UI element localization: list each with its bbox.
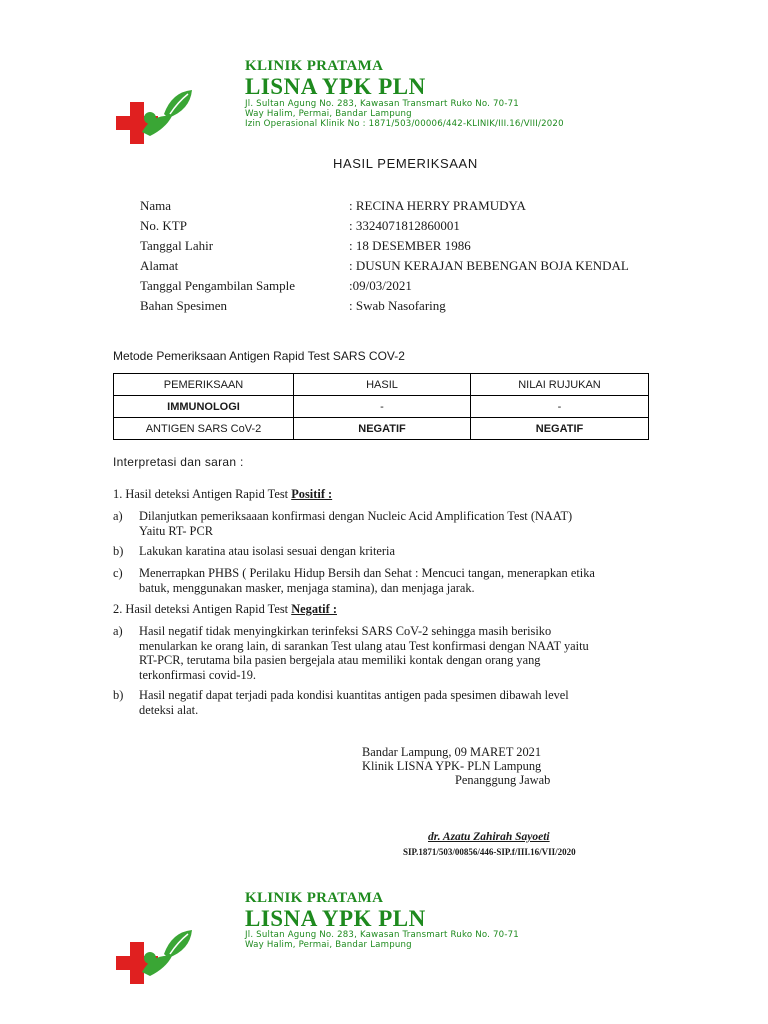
signature-place-date: Bandar Lampung, 09 MARET 2021 [362, 745, 542, 759]
signature-clinic: Klinik LISNA YPK- PLN Lampung [362, 759, 542, 773]
table-row [114, 396, 649, 418]
method-heading: Metode Pemeriksaan Antigen Rapid Test SARS COV-2 [113, 349, 405, 363]
footer-address-line-2: Way Halim, Permai, Bandar Lampung [245, 940, 412, 950]
results-table [113, 373, 649, 440]
list-item-line: Hasil negatif tidak menyingkirkan terinfeksi SARS CoV-2 sehingga masih berisiko [139, 624, 552, 638]
field-value-tanggal-sample: :09/03/2021 [349, 278, 412, 293]
signature-role: Penanggung Jawab [455, 773, 551, 787]
clinic-name: LISNA YPK PLN [245, 74, 426, 99]
field-value-bahan-spesimen: : Swab Nasofaring [349, 298, 446, 313]
table-header-row [114, 374, 649, 396]
table-row [114, 418, 649, 440]
list-item [139, 688, 569, 717]
clinic-logo-icon [112, 88, 194, 152]
field-value-tanggal-lahir: : 18 DESEMBER 1986 [349, 238, 471, 253]
field-label-nama: Nama [140, 198, 172, 213]
positive-keyword: Positif : [291, 487, 333, 501]
interpretation-heading: Interpretasi dan saran : [113, 455, 244, 469]
field-value-ktp: : 3324071812860001 [349, 218, 460, 233]
field-label-tanggal-lahir: Tanggal Lahir [140, 238, 214, 253]
list-item-line: deteksi alat. [139, 702, 199, 717]
list-marker: c) [113, 566, 123, 580]
list-marker: b) [113, 544, 124, 558]
list-item [139, 509, 572, 538]
list-item-line: menularkan ke orang lain, di sarankan Test ulang atau Test konfirmasi dengan NAAT yaitu [139, 638, 589, 653]
field-label-bahan-spesimen: Bahan Spesimen [140, 298, 228, 313]
negative-keyword: Negatif : [291, 602, 337, 616]
positive-intro-text: 1. Hasil deteksi Antigen Rapid Test [113, 487, 292, 501]
list-item-line: Dilanjutkan pemeriksaaan konfirmasi dengan Nucleic Acid Amplification Test (NAAT) [139, 509, 573, 523]
list-marker: a) [113, 509, 123, 523]
footer-clinic-subtitle: KLINIK PRATAMA [245, 890, 384, 906]
clinic-address-line-2: Way Halim, Permai, Bandar Lampung [245, 109, 412, 119]
footer-clinic-logo-icon [112, 928, 194, 992]
table-header-hasil: HASIL [294, 374, 471, 396]
footer-clinic-name: LISNA YPK PLN [245, 906, 426, 931]
list-item-line: Menerrapkan PHBS ( Perilaku Hidup Bersih dan Sehat : Mencuci tangan, menerapkan etika [139, 566, 595, 580]
table-cell-rujukan: NEGATIF [471, 418, 649, 440]
document-title: HASIL PEMERIKSAAN [333, 156, 478, 171]
clinic-license: Izin Operasional Klinik No : 1871/503/00006/442-KLINIK/III.16/VIII/2020 [245, 119, 564, 129]
table-header-pemeriksaan: PEMERIKSAAN [114, 374, 294, 396]
doctor-name: dr. Azatu Zahirah Sayoeti [428, 831, 550, 843]
table-cell-pemeriksaan: IMMUNOLOGI [114, 396, 294, 418]
table-cell-pemeriksaan: ANTIGEN SARS CoV-2 [114, 418, 294, 440]
list-item [139, 624, 589, 682]
list-marker: a) [113, 624, 123, 638]
field-value-nama: : RECINA HERRY PRAMUDYA [349, 198, 526, 213]
positive-intro [113, 487, 332, 502]
clinic-address-line-1: Jl. Sultan Agung No. 283, Kawasan Transmart Ruko No. 70-71 [245, 99, 519, 109]
list-item-line: batuk, menggunakan masker, menjaga stamina), dan menjaga jarak. [139, 580, 475, 595]
negative-intro-text: 2. Hasil deteksi Antigen Rapid Test [113, 602, 292, 616]
doctor-sip: SIP.1871/503/00856/446-SIP.f/III.16/VII/2020 [403, 847, 576, 857]
list-item-line: Lakukan karatina atau isolasi sesuai dengan kriteria [139, 544, 395, 558]
field-label-alamat: Alamat [140, 258, 179, 273]
list-item-line: RT-PCR, terutama bila pasien bergejala atau memiliki kontak dengan orang yang [139, 653, 541, 667]
table-cell-hasil: NEGATIF [294, 418, 471, 440]
list-item [139, 566, 595, 595]
list-item-line: Hasil negatif dapat terjadi pada kondisi kuantitas antigen pada spesimen dibawah level [139, 688, 569, 702]
field-label-tanggal-sample: Tanggal Pengambilan Sample [140, 278, 296, 293]
table-cell-rujukan: - [471, 396, 649, 418]
field-label-ktp: No. KTP [140, 218, 187, 233]
list-item [139, 544, 395, 559]
table-header-rujukan: NILAI RUJUKAN [471, 374, 649, 396]
list-item-line: terkonfirmasi covid-19. [139, 667, 256, 682]
footer-address-line-1: Jl. Sultan Agung No. 283, Kawasan Transmart Ruko No. 70-71 [245, 930, 519, 940]
negative-intro [113, 602, 337, 617]
table-cell-hasil: - [294, 396, 471, 418]
list-marker: b) [113, 688, 124, 702]
field-value-alamat: : DUSUN KERAJAN BEBENGAN BOJA KENDAL [349, 258, 629, 273]
clinic-subtitle: KLINIK PRATAMA [245, 58, 384, 74]
list-item-line: Yaitu RT- PCR [139, 523, 213, 538]
